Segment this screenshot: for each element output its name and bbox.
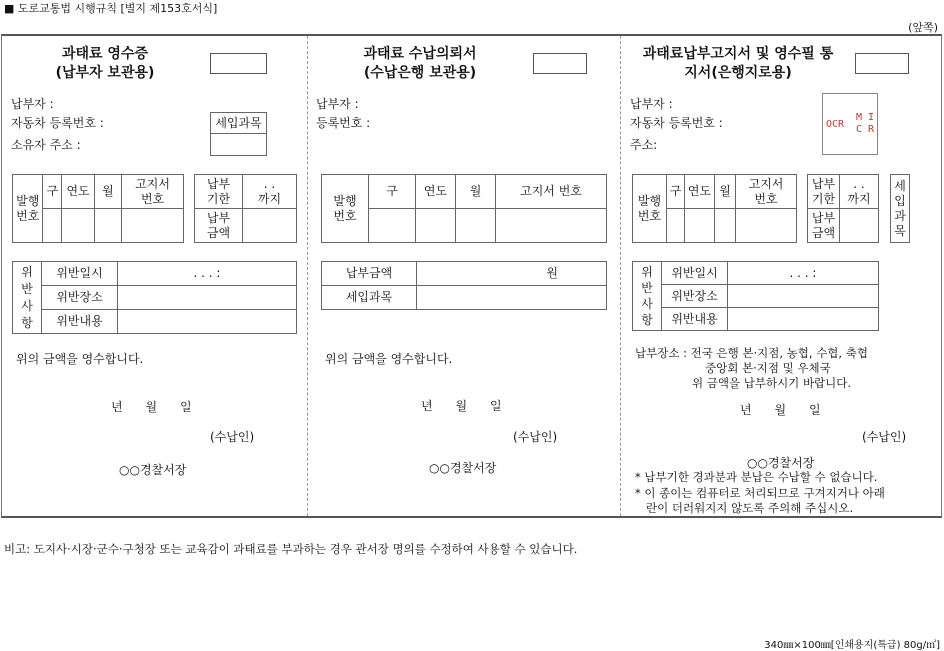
giro-note3: 란이 더러워지지 않도록 주의해 주십시오. — [646, 501, 854, 515]
bank-tax-value[interactable] — [417, 286, 607, 310]
giro-tax-table — [890, 174, 910, 243]
giro-vdate-value[interactable]: . . . : — [728, 262, 879, 285]
receipt-tax-box — [210, 112, 267, 156]
receipt-col-year: 연도 — [62, 175, 95, 209]
giro-amount-value[interactable] — [840, 209, 879, 243]
perforation-line-2 — [620, 36, 621, 516]
ocr-micr-box — [822, 93, 878, 155]
receipt-gu-value[interactable] — [43, 209, 62, 243]
receipt-chief: ○○경찰서장 — [119, 463, 187, 477]
receipt-amount-label: 납부 금액 — [195, 209, 243, 243]
receipt-collector: (수납인) — [210, 430, 255, 444]
bank-notice-value[interactable] — [496, 209, 607, 243]
bank-title: 과태료 수납의뢰서 — [363, 46, 477, 62]
bank-amount-table — [321, 261, 607, 310]
giro-due-table — [807, 174, 879, 243]
bank-year-value[interactable] — [416, 209, 456, 243]
giro-place-line1: 납부장소 : 전국 은행 본·지점, 농협, 수협, 축협 — [635, 346, 868, 360]
giro-tax-label: 세 입 과 목 — [891, 175, 910, 243]
bank-tax-label: 세입과목 — [322, 286, 417, 310]
giro-col-gu: 구 — [667, 175, 685, 209]
perforation-line-1 — [307, 36, 308, 516]
receipt-tax-value[interactable] — [211, 134, 267, 156]
receipt-issue-no-label: 발행 번호 — [13, 175, 43, 243]
receipt-payer-label: 납부자 : — [11, 97, 54, 111]
giro-title: 과태료납부고지서 및 영수필 통 — [642, 46, 834, 62]
receipt-subtitle: (납부자 보관용) — [55, 65, 155, 81]
giro-gu-value[interactable] — [667, 209, 685, 243]
receipt-vdate-value[interactable]: . . . : — [118, 262, 297, 286]
receipt-issue-table — [12, 174, 184, 243]
receipt-violation-label: 위 반 사 항 — [13, 262, 42, 334]
giro-collector: (수납인) — [862, 430, 907, 444]
receipt-month-value[interactable] — [94, 209, 121, 243]
bank-payer-label: 납부자 : — [316, 97, 359, 111]
form-header: ■ 도로교통법 시행규칙 [별지 제153호서식] — [4, 2, 218, 15]
giro-issue-no-label: 발행 번호 — [633, 175, 667, 243]
receipt-due-table — [194, 174, 297, 243]
receipt-col-notice-no: 고지서 번호 — [122, 175, 184, 209]
receipt-stamp-box[interactable] — [210, 53, 267, 74]
bank-month-value[interactable] — [456, 209, 496, 243]
receipt-col-month: 월 — [94, 175, 121, 209]
bank-gu-value[interactable] — [369, 209, 416, 243]
giro-col-year: 연도 — [685, 175, 715, 209]
giro-vdate-label: 위반일시 — [662, 262, 728, 285]
bank-subtitle: (수납은행 보관용) — [363, 65, 477, 81]
giro-stamp-box[interactable] — [855, 53, 909, 74]
ocr-mark: OCR — [826, 119, 845, 130]
page-side-label: (앞쪽) — [908, 21, 938, 34]
giro-year-value[interactable] — [685, 209, 715, 243]
giro-place-line3: 위 금액을 납부하시기 바랍니다. — [692, 376, 852, 390]
giro-vplace-label: 위반장소 — [662, 285, 728, 308]
receipt-vehicle-label: 자동차 등록번호 : — [11, 116, 104, 130]
bank-chief: ○○경찰서장 — [429, 461, 497, 475]
paper-spec: 340㎜×100㎜[인쇄용지(특급) 80g/㎡] — [764, 640, 940, 651]
receipt-title: 과태료 영수증 — [61, 46, 149, 62]
receipt-vdate-label: 위반일시 — [42, 262, 118, 286]
bank-col-gu: 구 — [369, 175, 416, 209]
giro-payer-label: 납부자 : — [630, 97, 673, 111]
receipt-violation-table — [12, 261, 297, 334]
receipt-vplace-value[interactable] — [118, 286, 297, 310]
bank-col-notice-no: 고지서 번호 — [496, 175, 607, 209]
receipt-year-value[interactable] — [62, 209, 95, 243]
receipt-date: 년 월 일 — [111, 400, 192, 414]
bank-date: 년 월 일 — [421, 399, 502, 413]
giro-due-label: 납부 기한 — [808, 175, 840, 209]
receipt-received-text: 위의 금액을 영수합니다. — [16, 352, 144, 366]
receipt-vcontent-value[interactable] — [118, 310, 297, 334]
giro-issue-table — [632, 174, 797, 243]
receipt-vplace-label: 위반장소 — [42, 286, 118, 310]
giro-month-value[interactable] — [715, 209, 736, 243]
bank-received-text: 위의 금액을 영수합니다. — [325, 352, 453, 366]
giro-note2: * 이 종이는 컴퓨터로 처리되므로 구겨지거나 아래 — [635, 486, 885, 500]
giro-date: 년 월 일 — [740, 403, 821, 417]
giro-note1: * 납부기한 경과분과 분납은 수납할 수 없습니다. — [635, 470, 878, 484]
bank-stamp-box[interactable] — [533, 53, 587, 74]
giro-chief: ○○경찰서장 — [747, 456, 815, 470]
receipt-col-gu: 구 — [43, 175, 62, 209]
giro-address-label: 주소: — [630, 138, 658, 152]
bank-issue-no-label: 발행 번호 — [322, 175, 369, 243]
giro-vplace-value[interactable] — [728, 285, 879, 308]
bank-amount-value[interactable]: 원 — [417, 262, 607, 286]
bank-collector: (수납인) — [513, 430, 558, 444]
giro-violation-table — [632, 261, 879, 331]
bank-amount-label: 납부금액 — [322, 262, 417, 286]
giro-amount-label: 납부 금액 — [808, 209, 840, 243]
bank-regno-label: 등록번호 : — [316, 116, 371, 130]
receipt-until-label: . . 까지 — [243, 175, 297, 209]
giro-violation-label: 위 반 사 항 — [633, 262, 662, 331]
giro-place-line2: 중앙회 본·지점 및 우체국 — [705, 361, 831, 375]
giro-vehicle-label: 자동차 등록번호 : — [630, 116, 723, 130]
form-remark: 비고: 도지사·시장·군수·구청장 또는 교육감이 과태료를 부과하는 경우 관서장 명의를 수정하여 사용할 수 있습니다. — [4, 542, 578, 556]
bank-col-year: 연도 — [416, 175, 456, 209]
receipt-owner-label: 소유자 주소 : — [11, 138, 81, 152]
micr-mark: M I C R — [856, 112, 875, 135]
giro-notice-value[interactable] — [736, 209, 797, 243]
receipt-vcontent-label: 위반내용 — [42, 310, 118, 334]
giro-col-month: 월 — [715, 175, 736, 209]
giro-vcontent-label: 위반내용 — [662, 308, 728, 331]
bank-issue-table — [321, 174, 607, 243]
giro-vcontent-value[interactable] — [728, 308, 879, 331]
giro-subtitle: 지서(은행지로용) — [684, 65, 792, 81]
receipt-tax-label: 세입과목 — [211, 113, 267, 134]
giro-until-label: . . 까지 — [840, 175, 879, 209]
giro-col-notice-no: 고지서 번호 — [736, 175, 797, 209]
bank-col-month: 월 — [456, 175, 496, 209]
receipt-amount-value[interactable] — [243, 209, 297, 243]
receipt-notice-value[interactable] — [122, 209, 184, 243]
receipt-due-label: 납부 기한 — [195, 175, 243, 209]
